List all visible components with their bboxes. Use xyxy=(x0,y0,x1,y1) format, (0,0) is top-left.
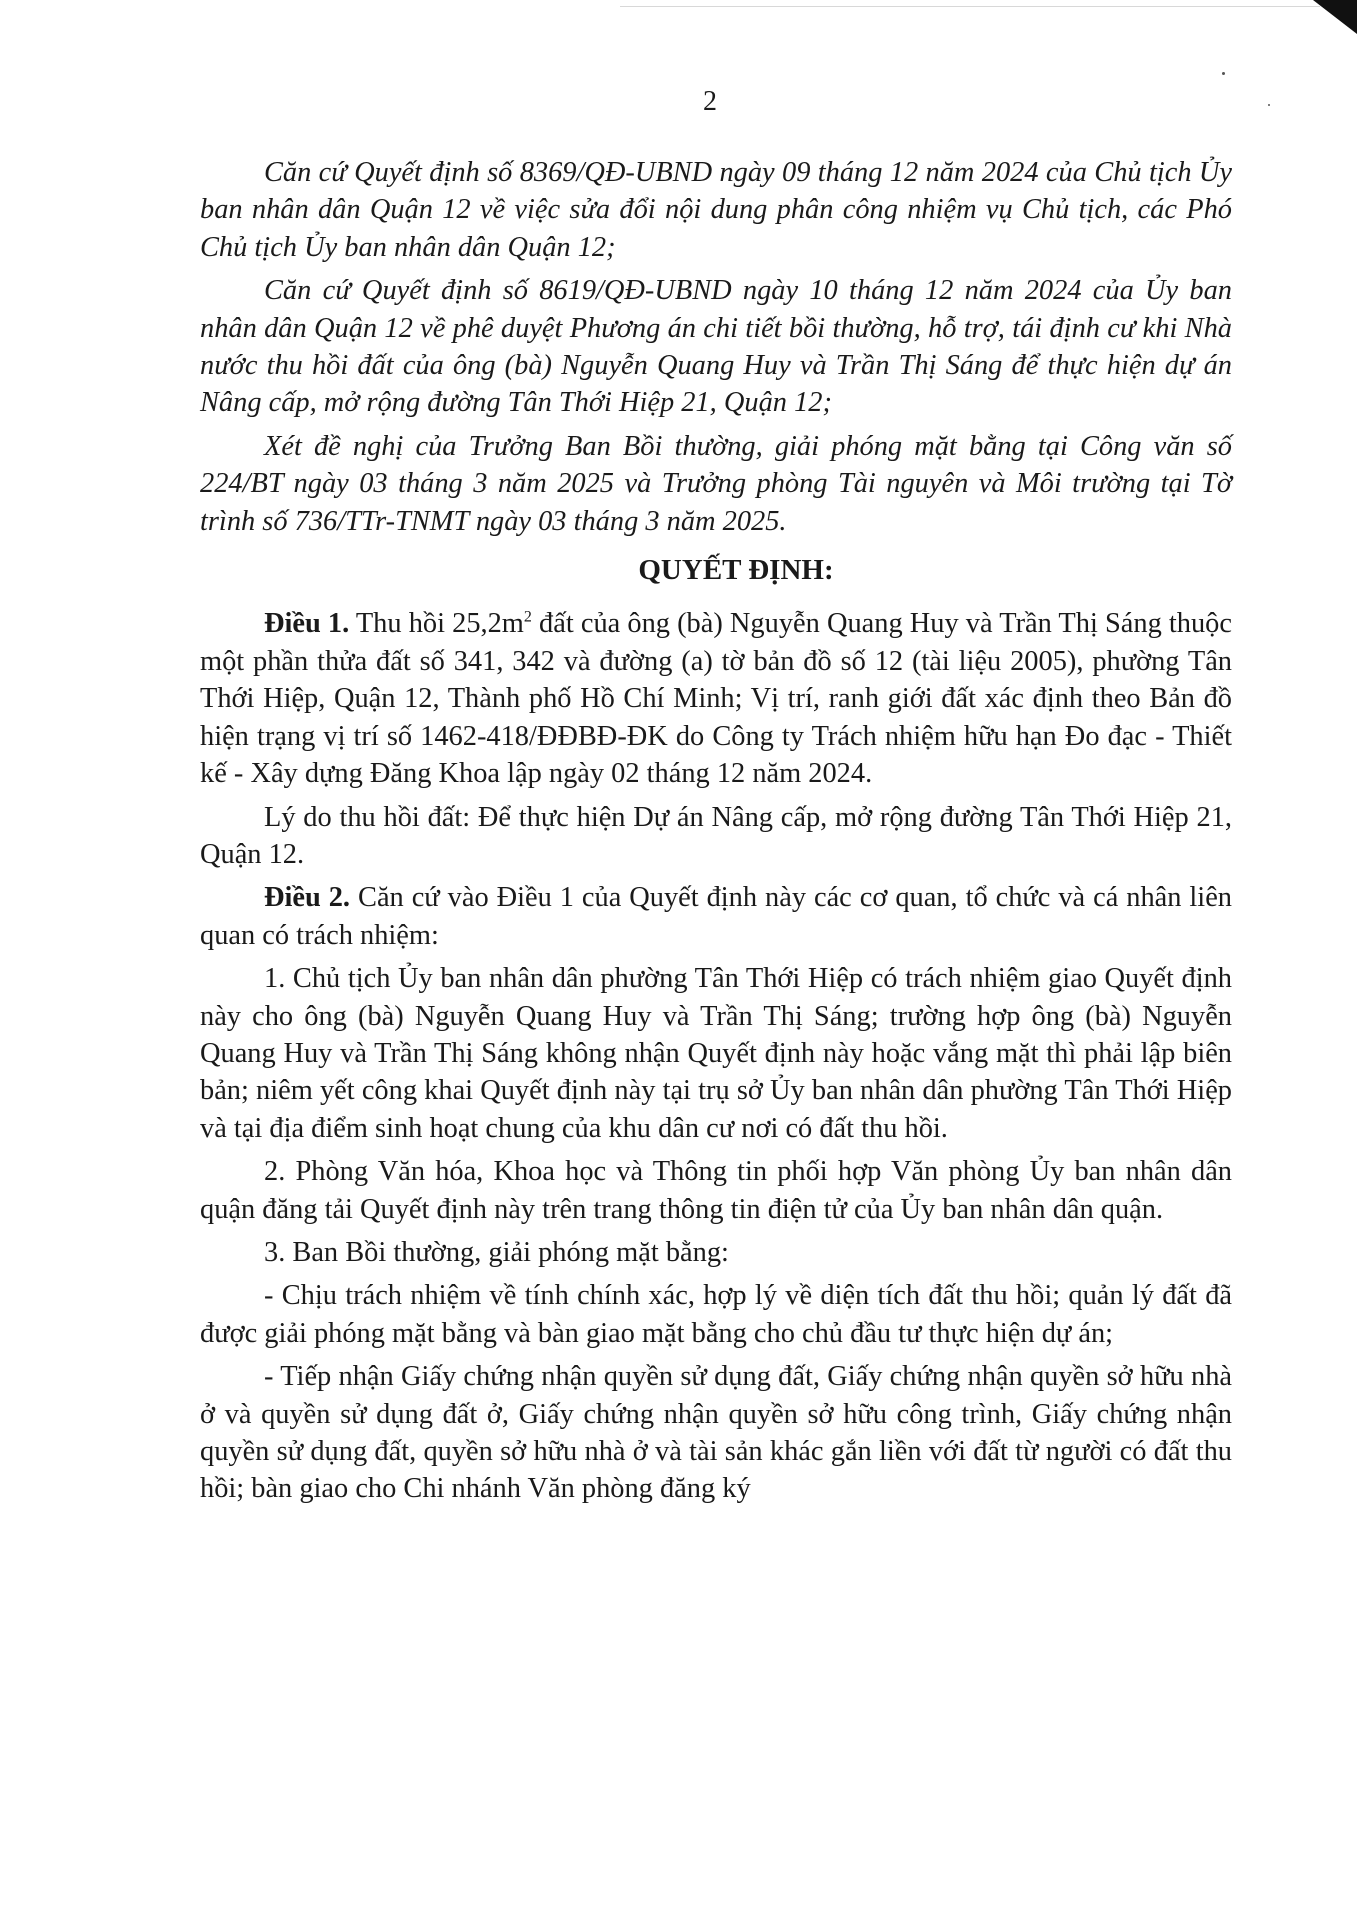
article-2-item: - Chịu trách nhiệm về tính chính xác, hợp lý về diện tích đất thu hồi; quản lý đất đã được giải phóng mặt bằng và bàn giao mặt bằng cho chủ đầu tư thực hiện dự án; xyxy=(200,1280,1232,1349)
area-unit-superscript: 2 xyxy=(523,609,532,626)
article-1-text-b: đất của ông (bà) Nguyễn Quang Huy và Trần Thị Sáng thuộc một phần thửa đất số 341, 342 và đường (a) tờ bản đồ số 12 (tài liệu 2005), phường Tân Thới Hiệp, Quận 12, Thành phố Hồ Chí Minh; Vị trí, ranh giới đất xác định theo Bản đồ hiện trạng vị trí số 1462-418/ĐĐBĐ-ĐK do Công ty Trách nhiệm hữu hạn Đo đạc - Thiết kế - Xây dựng Đăng Khoa lập ngày 02 tháng 12 năm 2024. xyxy=(200,608,1232,790)
article-1-paragraph xyxy=(200,605,1232,792)
page-number: 2 xyxy=(703,86,717,117)
article-2-intro: Căn cứ vào Điều 1 của Quyết định này các cơ quan, tổ chức và cá nhân liên quan có trách nhiệm: xyxy=(200,882,1232,951)
preamble-paragraph: Căn cứ Quyết định số 8619/QĐ-UBND ngày 10 tháng 12 năm 2024 của Ủy ban nhân dân Quận 12 về phê duyệt Phương án chi tiết bồi thường, hỗ trợ, tái định cư khi Nhà nước thu hồi đất của ông (bà) Nguyễn Quang Huy và Trần Thị Sáng để thực hiện dự án Nâng cấp, mở rộng đường Tân Thới Hiệp 21, Quận 12; xyxy=(200,275,1232,419)
decision-heading: QUYẾT ĐỊNH: xyxy=(638,554,834,587)
preamble-paragraph: Căn cứ Quyết định số 8369/QĐ-UBND ngày 09 tháng 12 năm 2024 của Chủ tịch Ủy ban nhân dân Quận 12 về việc sửa đổi nội dung phân công nhiệm vụ Chủ tịch, các Phó Chủ tịch Ủy ban nhân dân Quận 12; xyxy=(200,157,1232,263)
article-1-reason: Lý do thu hồi đất: Để thực hiện Dự án Nâng cấp, mở rộng đường Tân Thới Hiệp 21, Quận 12. xyxy=(200,801,1232,870)
document-body xyxy=(200,154,1232,1514)
article-2-item: 1. Chủ tịch Ủy ban nhân dân phường Tân Thới Hiệp có trách nhiệm giao Quyết định này cho ông (bà) Nguyễn Quang Huy và Trần Thị Sáng; trường hợp ông (bà) Nguyễn Quang Huy và Trần Thị Sáng không nhận Quyết định này hoặc vắng mặt thì phải lập biên bản; niêm yết công khai Quyết định này tại trụ sở Ủy ban nhân dân phường Tân Thới Hiệp và tại địa điểm sinh hoạt chung của khu dân cư nơi có đất thu hồi. xyxy=(200,963,1232,1144)
article-2-paragraph xyxy=(200,879,1232,954)
scan-corner-artifact xyxy=(1313,0,1357,34)
preamble-paragraph: Xét đề nghị của Trưởng Ban Bồi thường, giải phóng mặt bằng tại Công văn số 224/BT ngày 03 tháng 3 năm 2025 và Trưởng phòng Tài nguyên và Môi trường tại Tờ trình số 736/TTr-TNMT ngày 03 tháng 3 năm 2025. xyxy=(200,430,1232,537)
scan-speck xyxy=(1222,72,1225,75)
article-1-label: Điều 1. xyxy=(264,608,350,640)
article-1-text-a: Thu hồi 25,2m xyxy=(349,608,524,640)
article-2-item: 3. Ban Bồi thường, giải phóng mặt bằng: xyxy=(264,1236,729,1268)
article-2-item: 2. Phòng Văn hóa, Khoa học và Thông tin phối hợp Văn phòng Ủy ban nhân dân quận đăng tải Quyết định này trên trang thông tin điện tử của Ủy ban nhân dân quận. xyxy=(200,1156,1232,1225)
scan-artifact-line xyxy=(620,6,1320,7)
article-2-item: - Tiếp nhận Giấy chứng nhận quyền sử dụng đất, Giấy chứng nhận quyền sở hữu nhà ở và quyền sử dụng đất ở, Giấy chứng nhận quyền sở hữu công trình, Giấy chứng nhận quyền sử dụng đất, quyền sở hữu nhà ở và tài sản khác gắn liền với đất từ người có đất thu hồi; bàn giao cho Chi nhánh Văn phòng đăng ký xyxy=(200,1361,1232,1505)
article-2-label: Điều 2. xyxy=(264,882,351,914)
